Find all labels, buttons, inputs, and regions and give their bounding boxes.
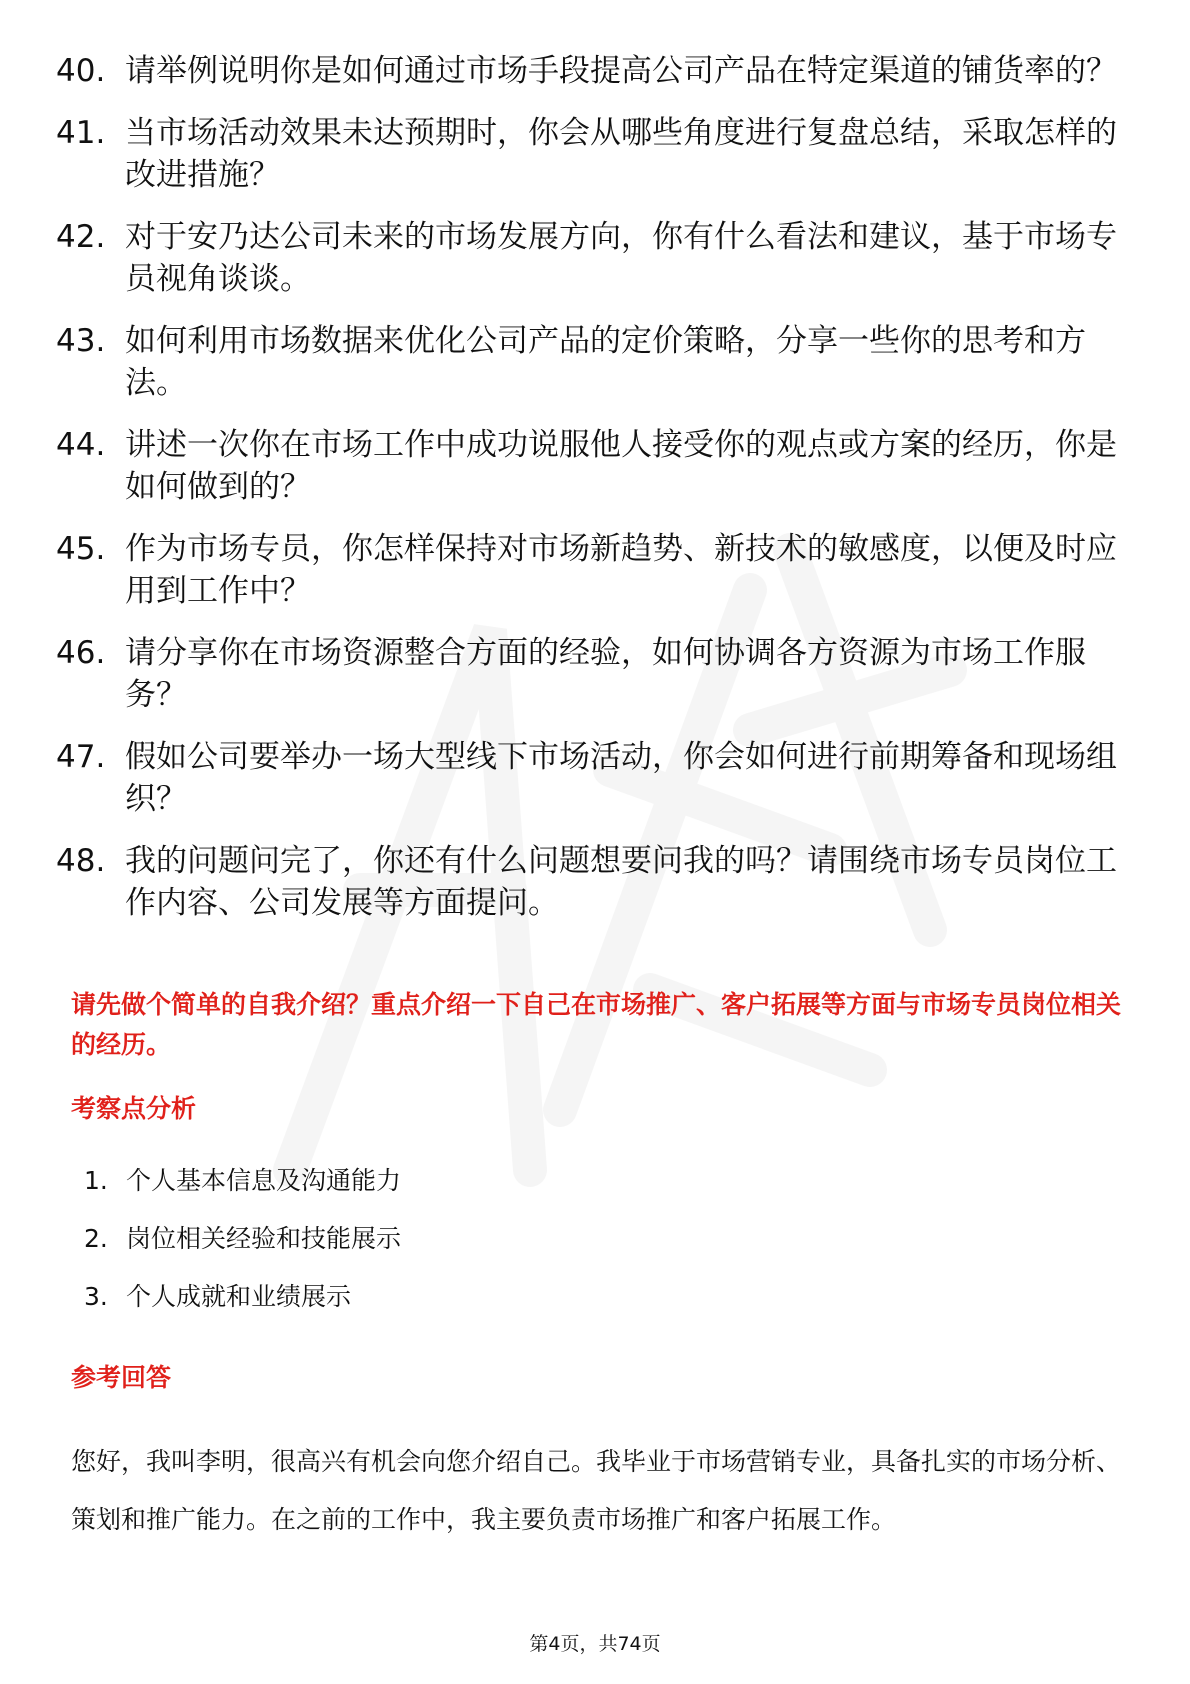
- question-text: 请分享你在市场资源整合方面的经验，如何协调各方资源为市场工作服务？: [125, 635, 1086, 713]
- question-item: [56, 424, 1136, 508]
- question-number: 43.: [56, 323, 106, 359]
- question-item: [56, 216, 1136, 300]
- question-item: [56, 112, 1136, 196]
- question-number: 41.: [56, 115, 106, 151]
- question-number: 48.: [56, 843, 106, 879]
- question-text: 如何利用市场数据来优化公司产品的定价策略，分享一些你的思考和方法。: [125, 323, 1086, 401]
- question-number: 46.: [56, 635, 106, 671]
- question-number: 40.: [56, 53, 106, 89]
- question-number: 44.: [56, 427, 106, 463]
- question-text: 当市场活动效果未达预期时，你会从哪些角度进行复盘总结，采取怎样的改进措施？: [125, 115, 1117, 193]
- analysis-point: [84, 1280, 401, 1314]
- point-number: 2.: [84, 1224, 108, 1253]
- question-number: 42.: [56, 219, 106, 255]
- question-item: [56, 632, 1136, 716]
- point-text: 岗位相关经验和技能展示: [126, 1224, 402, 1253]
- question-text: 假如公司要举办一场大型线下市场活动，你会如何进行前期筹备和现场组织？: [125, 739, 1117, 817]
- reference-title: 参考回答: [71, 1363, 172, 1392]
- reference-answer: 您好，我叫李明，很高兴有机会向您介绍自己。我毕业于市场营销专业，具备扎实的市场分析、策划和推广能力。在之前的工作中，我主要负责市场推广和客户拓展工作。: [71, 1447, 1122, 1534]
- question-text: 我的问题问完了，你还有什么问题想要问我的吗？请围绕市场专员岗位工作内容、公司发展等方面提问。: [125, 843, 1117, 921]
- question-number: 45.: [56, 531, 106, 567]
- question-item: [56, 840, 1136, 924]
- question-item: [56, 528, 1136, 612]
- analysis-points-list: [84, 1164, 401, 1338]
- analysis-point: [84, 1222, 401, 1256]
- question-number: 47.: [56, 739, 106, 775]
- question-list: [56, 50, 1136, 944]
- question-item: [56, 50, 1136, 92]
- question-text: 请举例说明你是如何通过市场手段提高公司产品在特定渠道的铺货率的？: [125, 53, 1117, 89]
- question-text: 讲述一次你在市场工作中成功说服他人接受你的观点或方案的经历，你是如何做到的？: [125, 427, 1117, 505]
- analysis-title: 考察点分析: [71, 1094, 197, 1123]
- question-item: [56, 736, 1136, 820]
- point-text: 个人成就和业绩展示: [126, 1282, 352, 1311]
- analysis-point: [84, 1164, 401, 1198]
- question-text: 作为市场专员，你怎样保持对市场新趋势、新技术的敏感度，以便及时应用到工作中？: [125, 531, 1117, 609]
- intro-question-heading: 请先做个简单的自我介绍？重点介绍一下自己在市场推广、客户拓展等方面与市场专员岗位相关的经历。: [71, 990, 1122, 1059]
- question-text: 对于安乃达公司未来的市场发展方向，你有什么看法和建议，基于市场专员视角谈谈。: [125, 219, 1117, 297]
- point-number: 3.: [84, 1282, 108, 1311]
- point-number: 1.: [84, 1166, 108, 1195]
- page-footer: 第4页，共74页: [529, 1633, 661, 1655]
- point-text: 个人基本信息及沟通能力: [126, 1166, 402, 1195]
- question-item: [56, 320, 1136, 404]
